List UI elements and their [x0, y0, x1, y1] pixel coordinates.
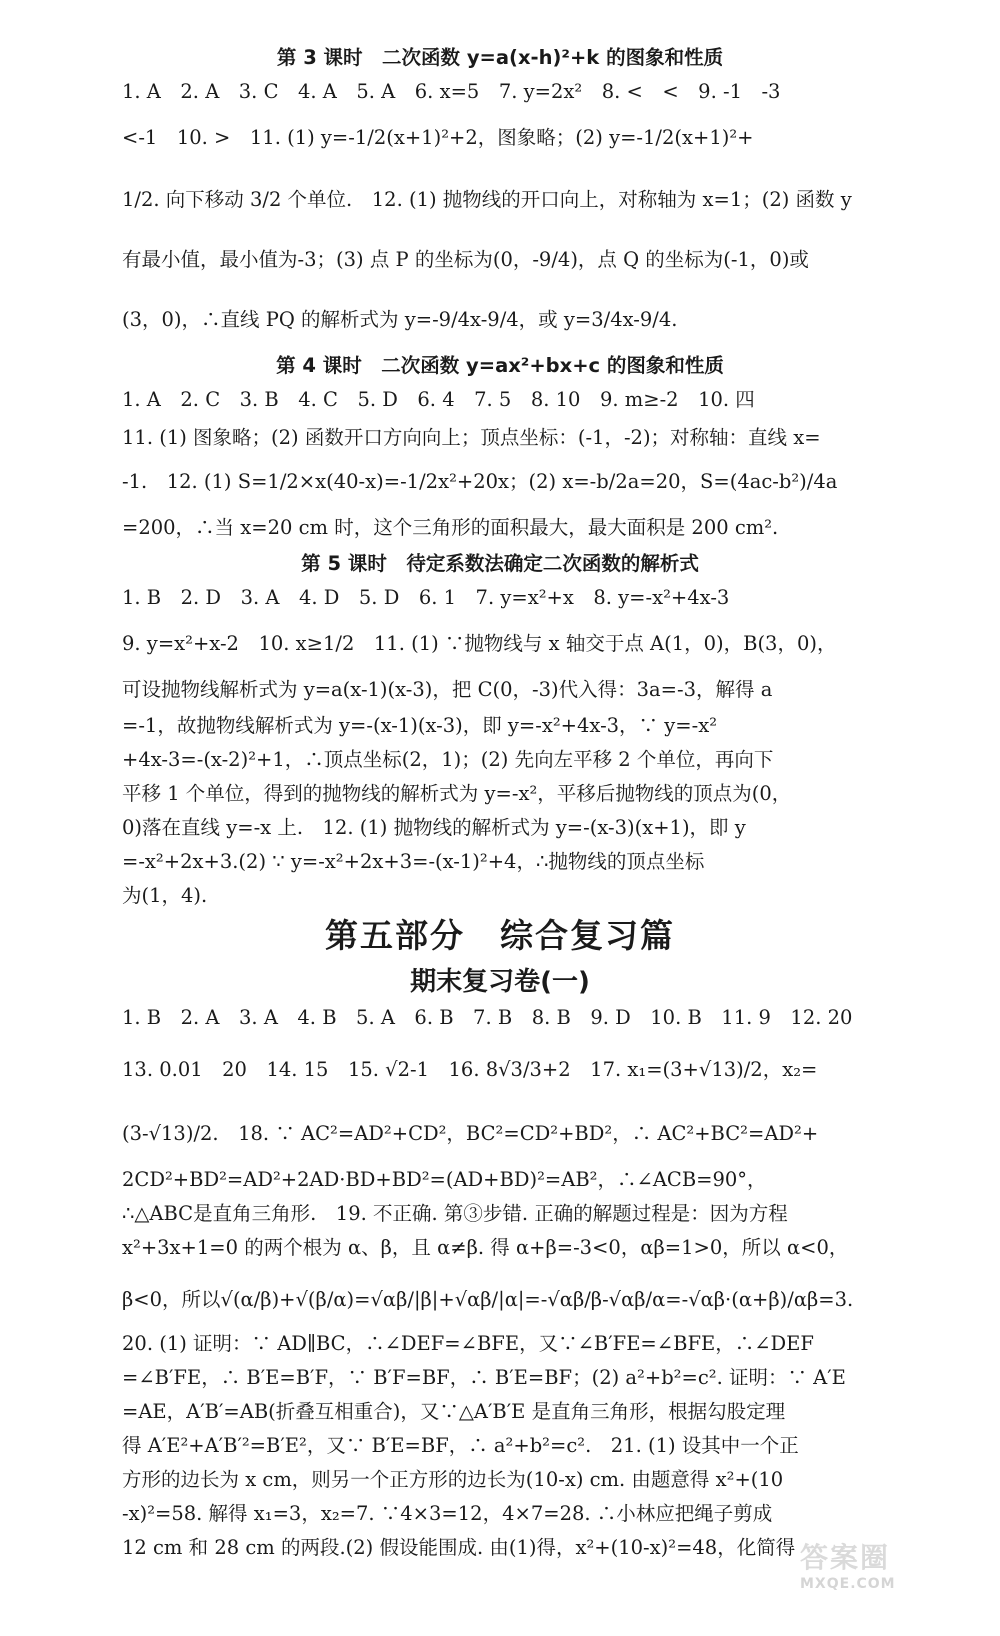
- text-line: =-1，故抛物线解析式为 y=-(x-1)(x-3)，即 y=-x²+4x-3，∵ y=-x²: [122, 714, 718, 737]
- text-line: =-x²+2x+3.(2) ∵ y=-x²+2x+3=-(x-1)²+4，∴抛物线的顶点坐标: [122, 850, 705, 873]
- text-line: 1. B 2. D 3. A 4. D 5. D 6. 1 7. y=x²+x 8. y=-x²+4x-3: [122, 586, 730, 609]
- text-line: ∴△ABC是直角三角形. 19. 不正确. 第③步错. 正确的解题过程是：因为方程: [122, 1202, 788, 1225]
- text-line: 11. (1) 图象略；(2) 函数开口方向向上；顶点坐标：(-1，-2)；对称轴：直线 x=: [122, 426, 821, 449]
- text-line: (3-√13)/2. 18. ∵ AC²=AD²+CD²，BC²=CD²+BD²，∴ AC²+BC²=AD²+: [122, 1122, 819, 1145]
- lesson3-heading: 第 3 课时 二次函数 y=a(x-h)²+k 的图象和性质: [276, 46, 724, 69]
- lesson5-heading: 第 5 课时 待定系数法确定二次函数的解析式: [301, 552, 699, 575]
- text-line: 1. B 2. A 3. A 4. B 5. A 6. B 7. B 8. B 9. D 10. B 11. 9 12. 20: [122, 1006, 853, 1029]
- text-line: =200，∴当 x=20 cm 时，这个三角形的面积最大，最大面积是 200 cm².: [122, 516, 779, 539]
- text-line: =AE，A′B′=AB(折叠互相重合)，又∵△A′B′E 是直角三角形，根据勾股定理: [122, 1400, 786, 1423]
- part5-title: 第五部分 综合复习篇: [325, 916, 675, 955]
- text-line: +4x-3=-(x-2)²+1，∴顶点坐标(2，1)；(2) 先向左平移 2 个单位，再向下: [122, 748, 774, 771]
- text-line: 1. A 2. A 3. C 4. A 5. A 6. x=5 7. y=2x² 8. < < 9. -1 -3: [122, 80, 781, 103]
- text-line: =∠B′FE，∴ B′E=B′F，∵ B′F=BF，∴ B′E=BF；(2) a²+b²=c². 证明：∵ A′E: [122, 1366, 846, 1389]
- watermark-logo: [800, 1536, 970, 1596]
- text-line: 方形的边长为 x cm，则另一个正方形的边长为(10-x) cm. 由题意得 x²+(10: [122, 1468, 784, 1491]
- text-line: 有最小值，最小值为-3；(3) 点 P 的坐标为(0，-9/4)，点 Q 的坐标为(-1，0)或: [122, 248, 809, 271]
- text-line: 0)落在直线 y=-x 上. 12. (1) 抛物线的解析式为 y=-(x-3)(x+1)，即 y: [122, 816, 746, 839]
- text-line: 2CD²+BD²=AD²+2AD·BD+BD²=(AD+BD)²=AB²，∴∠ACB=90°，: [122, 1168, 767, 1191]
- text-line: 可设抛物线解析式为 y=a(x-1)(x-3)，把 C(0，-3)代入得：3a=-3，解得 a: [122, 678, 773, 701]
- text-line: x²+3x+1=0 的两个根为 α、β，且 α≠β. 得 α+β=-3<0，αβ=1>0，所以 α<0，: [122, 1236, 849, 1259]
- text-line: 20. (1) 证明：∵ AD∥BC，∴∠DEF=∠BFE，又∵∠B′FE=∠BFE，∴∠DEF: [122, 1332, 814, 1355]
- watermark-text: 答案圈: [800, 1541, 891, 1574]
- text-line: <-1 10. > 11. (1) y=-1/2(x+1)²+2，图象略；(2) y=-1/2(x+1)²+: [122, 126, 754, 149]
- review1-title: 期末复习卷(一): [410, 967, 590, 997]
- text-line: β<0，所以√(α/β)+√(β/α)=√αβ/|β|+√αβ/|α|=-√αβ/β-√αβ/α=-√αβ·(α+β)/αβ=3.: [122, 1288, 854, 1311]
- lesson4-heading: 第 4 课时 二次函数 y=ax²+bx+c 的图象和性质: [276, 354, 724, 377]
- watermark-url: MXQE.COM: [800, 1576, 896, 1592]
- text-line: 平移 1 个单位，得到的抛物线的解析式为 y=-x²，平移后抛物线的顶点为(0，: [122, 782, 792, 805]
- text-line: -1. 12. (1) S=1/2×x(40-x)=-1/2x²+20x；(2) x=-b/2a=20，S=(4ac-b²)/4a: [122, 470, 838, 493]
- text-line: 12 cm 和 28 cm 的两段.(2) 假设能围成. 由(1)得，x²+(10-x)²=48，化简得: [122, 1536, 796, 1559]
- text-line: 1. A 2. C 3. B 4. C 5. D 6. 4 7. 5 8. 10 9. m≥-2 10. 四: [122, 388, 755, 411]
- text-line: 13. 0.01 20 14. 15 15. √2-1 16. 8√3/3+2 17. x₁=(3+√13)/2，x₂=: [122, 1058, 818, 1081]
- text-line: 得 A′E²+A′B′²=B′E²，又∵ B′E=BF，∴ a²+b²=c². 21. (1) 设其中一个正: [122, 1434, 799, 1457]
- text-line: (3，0)，∴直线 PQ 的解析式为 y=-9/4x-9/4，或 y=3/4x-9/4.: [122, 308, 678, 331]
- text-line: -x)²=58. 解得 x₁=3，x₂=7. ∵4×3=12，4×7=28. ∴小林应把绳子剪成: [122, 1502, 773, 1525]
- text-line: 1/2. 向下移动 3/2 个单位. 12. (1) 抛物线的开口向上，对称轴为 x=1；(2) 函数 y: [122, 188, 852, 211]
- text-line: 为(1，4).: [122, 884, 208, 907]
- text-line: 9. y=x²+x-2 10. x≥1/2 11. (1) ∵抛物线与 x 轴交于点 A(1，0)，B(3，0)，: [122, 632, 837, 655]
